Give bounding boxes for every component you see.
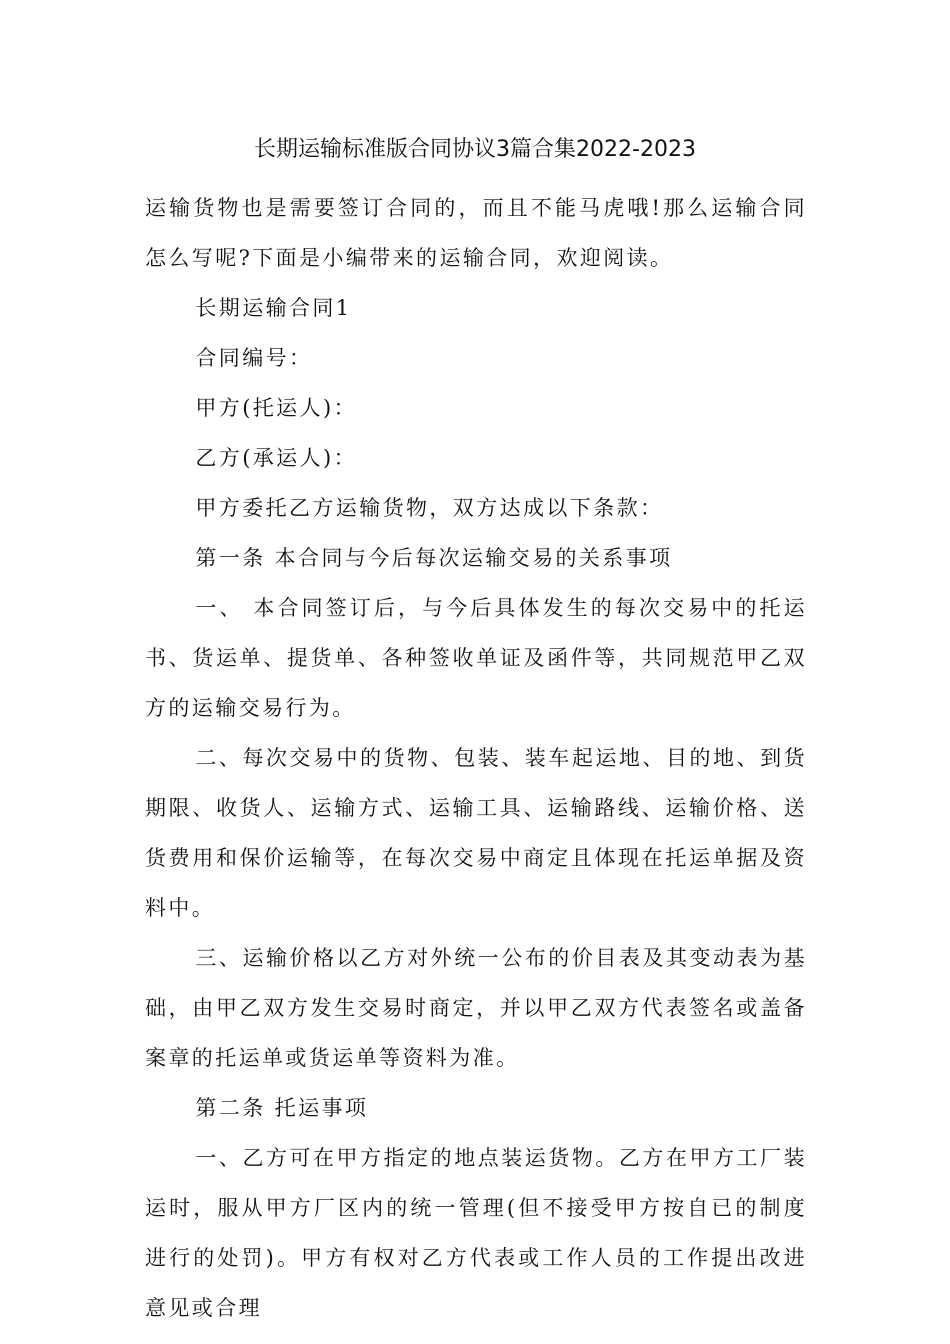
document-title: 长期运输标准版合同协议3篇合集2022-2023 xyxy=(254,137,696,162)
paragraph-article-1-item-3: 三、运输价格以乙方对外统一公布的价目表及其变动表为基础，由甲乙双方发生交易时商定，并以甲乙双方代表签名或盖备案章的托运单或货运单等资料为准。 xyxy=(145,946,807,1070)
paragraph-article-1-item-1: 一、 本合同签订后，与今后具体发生的每次交易中的托运书、货运单、提货单、各种签收单证及函件等，共同规范甲乙双方的运输交易行为。 xyxy=(145,596,807,720)
paragraph-article-2: 第二条 托运事项 xyxy=(195,1096,369,1120)
paragraph-article-1: 第一条 本合同与今后每次运输交易的关系事项 xyxy=(195,546,673,570)
paragraph-contract-number: 合同编号： xyxy=(195,346,313,370)
paragraph-preamble: 甲方委托乙方运输货物，双方达成以下条款： xyxy=(195,496,664,520)
paragraph-party-a: 甲方(托运人)： xyxy=(195,396,357,420)
paragraph-contract-heading: 长期运输合同1 xyxy=(195,296,352,320)
paragraph-party-b: 乙方(承运人)： xyxy=(195,446,357,470)
paragraph-intro: 运输货物也是需要签订合同的，而且不能马虎哦!那么运输合同怎么写呢?下面是小编带来的运输合同，欢迎阅读。 xyxy=(145,196,807,270)
paragraph-article-1-item-2: 二、每次交易中的货物、包装、装车起运地、目的地、到货期限、收货人、运输方式、运输工具、运输路线、运输价格、送货费用和保价运输等，在每次交易中商定且体现在托运单据及资料中。 xyxy=(145,746,807,920)
document-body xyxy=(145,183,807,1333)
paragraph-article-2-item-1: 一、乙方可在甲方指定的地点装运货物。乙方在甲方工厂装运时，服从甲方厂区内的统一管理(但不接受甲方按自已的制度进行的处罚)。甲方有权对乙方代表或工作人员的工作提出改进意见或合理 xyxy=(145,1146,807,1320)
